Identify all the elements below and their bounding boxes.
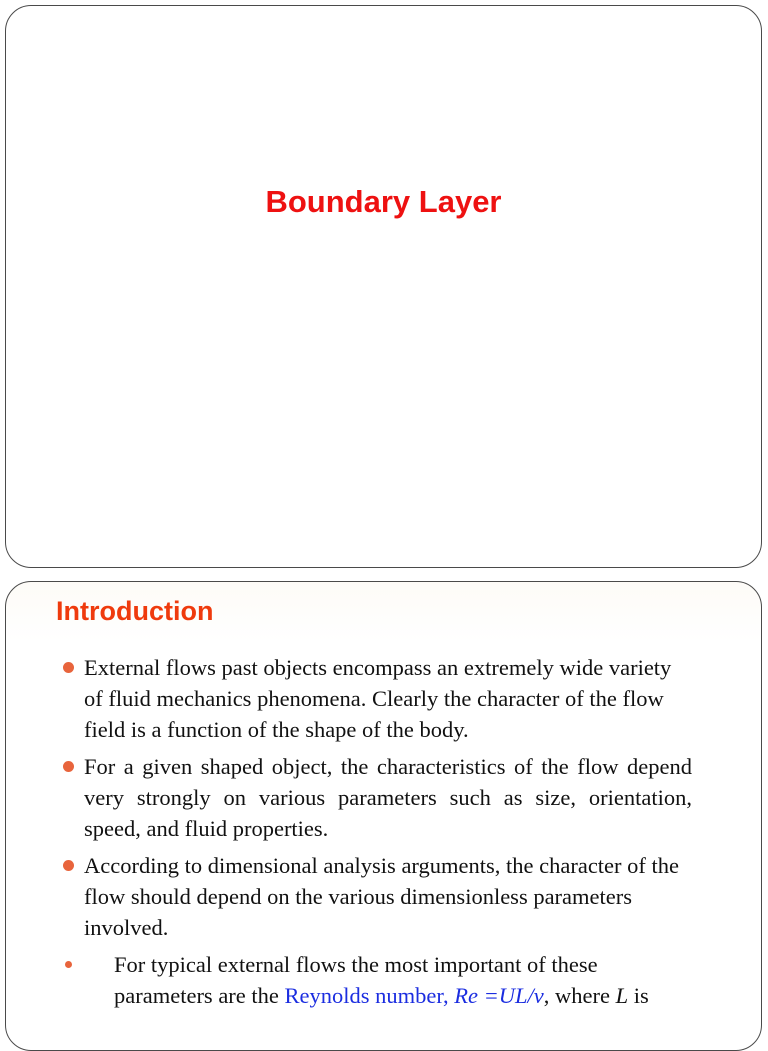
bullet-item: [62, 949, 692, 1011]
bullet-text-tail: is: [633, 983, 649, 1008]
bullet-text-after: , where: [543, 983, 611, 1008]
reynolds-formula: Re =UL/ν: [454, 983, 544, 1008]
slide-introduction: [5, 581, 762, 1051]
bullet-item: [62, 751, 692, 844]
bullet-text: For typical external flows the most important of these parameters are the: [114, 952, 598, 1008]
reynolds-number-link[interactable]: Reynolds number: [284, 983, 443, 1008]
bullet-list: [62, 652, 692, 1017]
bullet-dot-icon: [63, 761, 74, 772]
bullet-text-block: For typical external flows the most important of these parameters are the Reynolds number, Re =UL/ν, where L is: [114, 952, 649, 1008]
bullet-text: External flows past objects encompass an extremely wide variety of fluid mechanics phenomena. Clearly the character of the flow field is a function of the shape of the body.: [84, 655, 672, 742]
slide-title: [5, 5, 762, 568]
bullet-item: [62, 652, 692, 745]
bullet-text: According to dimensional analysis arguments, the character of the flow should depend on the various dimensionless parameters involved.: [84, 853, 680, 940]
slide-title-text: Boundary Layer: [265, 184, 502, 219]
bullet-dot-icon: [63, 662, 74, 673]
bullet-text: For a given shaped object, the characteristics of the flow depend very strongly on various parameters such as size, orientation, speed, and fluid properties.: [84, 754, 692, 841]
length-variable: L: [615, 983, 629, 1008]
bullet-dot-icon: [63, 860, 74, 871]
slide-heading: Introduction: [56, 596, 214, 626]
bullet-dot-icon: [65, 961, 72, 968]
bullet-item: [62, 850, 692, 943]
